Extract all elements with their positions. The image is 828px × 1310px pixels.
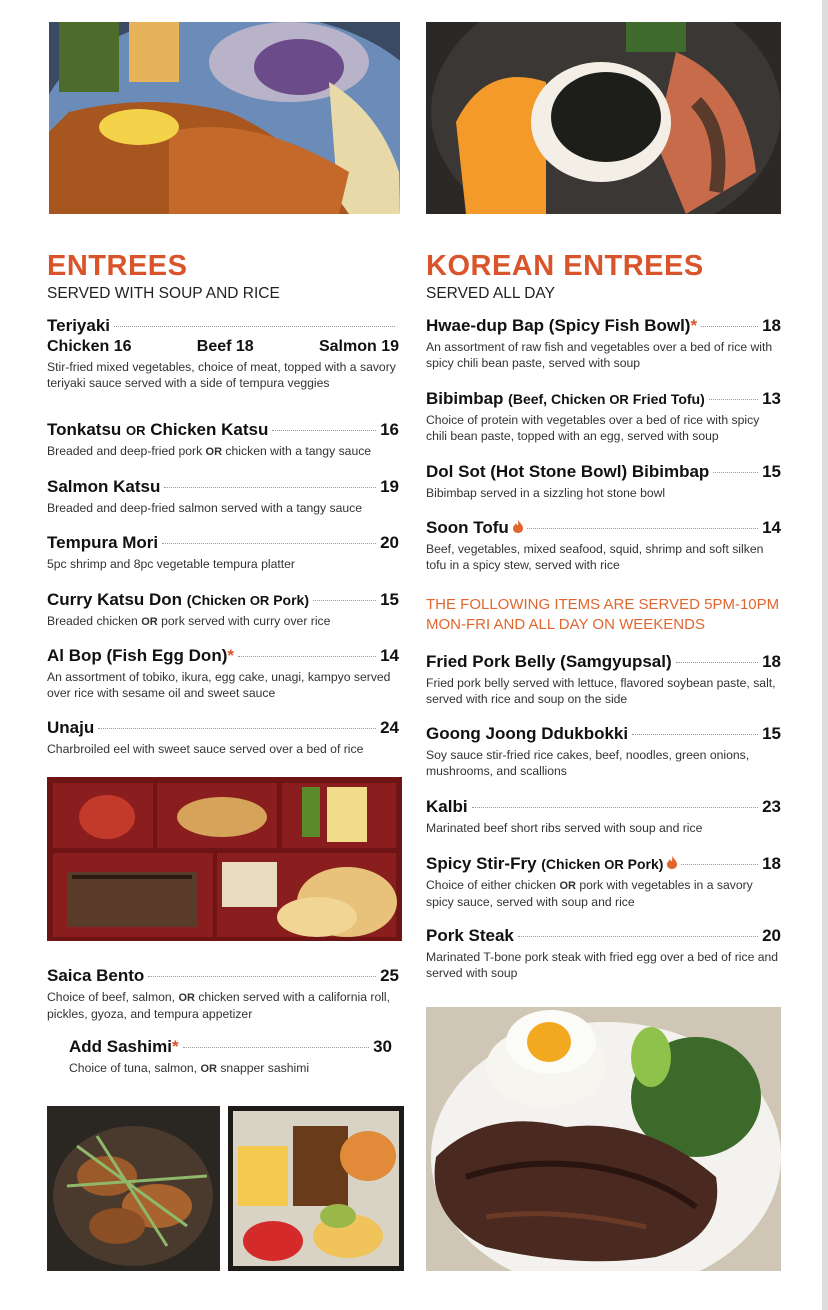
item-name: Unaju bbox=[47, 718, 95, 737]
or-word: OR bbox=[205, 446, 223, 458]
menu-item-kalbi bbox=[426, 797, 781, 836]
item-name: Salmon Katsu bbox=[47, 477, 161, 496]
stir-fry-photo bbox=[47, 1106, 220, 1271]
item-name: Teriyaki bbox=[47, 316, 111, 335]
dot-leader bbox=[527, 528, 758, 529]
desc-part: chicken with a tangy sauce bbox=[222, 444, 372, 458]
item-price: 18 bbox=[762, 652, 781, 671]
option-beef: Beef 18 bbox=[196, 338, 254, 355]
item-price: 19 bbox=[380, 477, 399, 496]
item-name: Soon Tofu bbox=[426, 518, 509, 537]
item-name: Goong Joong Ddukbokki bbox=[426, 724, 629, 743]
bento-photo bbox=[47, 777, 402, 941]
item-choice: (Beef, Chicken bbox=[508, 391, 610, 407]
item-description: 5pc shrimp and 8pc vegetable tempura platter bbox=[47, 557, 295, 571]
dot-leader bbox=[183, 1047, 369, 1048]
item-name: Hwae-dup Bap (Spicy Fish Bowl) bbox=[426, 316, 691, 335]
item-name: Bibimbap bbox=[426, 389, 509, 408]
spicy-flame-icon bbox=[667, 856, 677, 869]
item-price: 15 bbox=[762, 462, 781, 481]
item-description: Bibimbap served in a sizzling hot stone bowl bbox=[426, 486, 666, 500]
item-description: An assortment of tobiko, ikura, egg cake, unagi, kampyo served over rice with sesame oil and sweet sauce bbox=[47, 670, 391, 700]
dot-leader bbox=[632, 734, 758, 735]
item-name: Tonkatsu bbox=[47, 420, 127, 439]
pork-steak-photo bbox=[426, 1007, 781, 1271]
item-name: Pork Steak bbox=[426, 926, 514, 945]
menu-item-spicy-stir-fry bbox=[426, 854, 781, 910]
item-price: 18 bbox=[762, 316, 781, 335]
menu-item-al-bop bbox=[47, 646, 399, 701]
item-price: 14 bbox=[762, 518, 781, 537]
item-price: 23 bbox=[762, 797, 781, 816]
item-price: 16 bbox=[380, 420, 399, 439]
desc-part: snapper sashimi bbox=[216, 1061, 310, 1075]
item-price: 13 bbox=[762, 389, 781, 408]
desc-part: Breaded chicken bbox=[47, 614, 142, 628]
dot-leader bbox=[164, 487, 376, 488]
item-description: Marinated T-bone pork steak with fried egg over a bed of rice and served with soup bbox=[426, 950, 779, 980]
menu-item-unaju bbox=[47, 718, 399, 757]
item-name: Al Bop (Fish Egg Don) bbox=[47, 646, 228, 665]
desc-part: pork served with curry over rice bbox=[157, 614, 331, 628]
dot-leader bbox=[162, 543, 376, 544]
entrees-heading: ENTREES bbox=[47, 250, 188, 282]
desc-part: Choice of beef, salmon, bbox=[47, 990, 179, 1004]
dot-leader bbox=[148, 976, 376, 977]
menu-item-hwae-dup-bap bbox=[426, 316, 781, 371]
item-price: 14 bbox=[380, 646, 399, 665]
item-description: Marinated beef short ribs served with soup and rice bbox=[426, 821, 703, 835]
korean-entrees-heading: KOREAN ENTREES bbox=[426, 250, 704, 282]
item-name: Kalbi bbox=[426, 797, 468, 816]
tonkatsu-photo bbox=[49, 22, 400, 214]
menu-item-soon-tofu bbox=[426, 518, 781, 573]
item-name-b: Chicken Katsu bbox=[145, 420, 269, 439]
item-description: Fried pork belly served with lettuce, flavored soybean paste, salt, served with rice and soup on the side bbox=[426, 676, 776, 706]
time-availability-notice: THE FOLLOWING ITEMS ARE SERVED 5PM-10PM MON-FRI AND ALL DAY ON WEEKENDS bbox=[426, 596, 780, 633]
chirashi-photo bbox=[228, 1106, 404, 1271]
item-description bbox=[426, 877, 781, 910]
item-name: Tempura Mori bbox=[47, 533, 159, 552]
raw-warning-star: * bbox=[690, 316, 698, 335]
item-name: Spicy Stir-Fry bbox=[426, 854, 542, 873]
item-choice-b: Fried Tofu) bbox=[628, 391, 705, 407]
dot-leader bbox=[272, 430, 376, 431]
item-name: Fried Pork Belly (Samgyupsal) bbox=[426, 652, 672, 671]
dot-leader bbox=[709, 399, 758, 400]
korean-entrees-subheading: SERVED ALL DAY bbox=[426, 285, 555, 302]
item-price: 24 bbox=[380, 718, 399, 737]
item-description: Stir-fried mixed vegetables, choice of meat, topped with a savory teriyaki sauce served with a side of tempura veggies bbox=[47, 360, 396, 390]
dot-leader bbox=[98, 728, 376, 729]
item-name: Dol Sot (Hot Stone Bowl) Bibimbap bbox=[426, 462, 710, 481]
desc-part: chicken served with a california roll, pickles, gyoza, and tempura appetizer bbox=[47, 990, 391, 1021]
item-choice: (Chicken bbox=[186, 592, 250, 608]
menu-item-tempura-mori bbox=[47, 533, 399, 572]
menu-item-curry-katsu-don bbox=[47, 590, 399, 630]
item-description: Soy sauce stir-fried rice cakes, beef, noodles, green onions, mushrooms, and scallions bbox=[426, 748, 750, 778]
desc-part: Choice of either chicken bbox=[426, 878, 560, 892]
item-price: 15 bbox=[762, 724, 781, 743]
menu-item-add-sashimi bbox=[69, 1037, 392, 1077]
teriyaki-options bbox=[47, 338, 399, 356]
menu-item-tonkatsu bbox=[47, 420, 399, 460]
entrees-subheading: SERVED WITH SOUP AND RICE bbox=[47, 285, 280, 302]
page-edge bbox=[822, 0, 828, 1310]
option-salmon: Salmon 19 bbox=[318, 338, 399, 355]
raw-warning-star: * bbox=[227, 646, 234, 665]
menu-item-goong-joong-ddukbokki bbox=[426, 724, 781, 779]
item-description bbox=[47, 613, 399, 630]
or-word: OR bbox=[178, 992, 195, 1004]
dot-leader bbox=[676, 662, 758, 663]
item-description bbox=[47, 443, 399, 460]
item-choice-b: Pork) bbox=[623, 856, 664, 872]
item-price: 25 bbox=[380, 966, 399, 985]
item-description: Choice of protein with vegetables over a bed of rice with spicy chili bean paste, topped with an egg, served with soup bbox=[426, 413, 760, 443]
or-word: OR bbox=[126, 423, 146, 438]
dot-leader bbox=[472, 807, 759, 808]
item-price: 20 bbox=[380, 533, 399, 552]
desc-part: Choice of tuna, salmon, bbox=[69, 1061, 201, 1075]
item-description bbox=[69, 1060, 392, 1077]
item-price: 20 bbox=[762, 926, 781, 945]
or-word: OR bbox=[609, 392, 629, 407]
menu-item-teriyaki bbox=[47, 316, 399, 391]
desc-part: Breaded and deep-fried pork bbox=[47, 444, 206, 458]
or-word: OR bbox=[249, 593, 270, 608]
desc-part: pork with vegetables in a savory spicy sauce, served with soup and rice bbox=[426, 878, 753, 909]
dot-leader bbox=[681, 864, 758, 865]
item-price: 15 bbox=[380, 590, 399, 609]
dot-leader bbox=[238, 656, 376, 657]
or-word: OR bbox=[604, 857, 624, 872]
item-name: Saica Bento bbox=[47, 966, 145, 985]
menu-item-salmon-katsu bbox=[47, 477, 399, 516]
item-price: 18 bbox=[762, 854, 781, 873]
menu-item-dol-sot-bibimbap bbox=[426, 462, 781, 501]
menu-item-saica-bento bbox=[47, 966, 399, 1022]
item-description: Beef, vegetables, mixed seafood, squid, shrimp and soft silken tofu in a spicy stew, served with rice bbox=[426, 542, 764, 572]
or-word: OR bbox=[200, 1063, 217, 1075]
dot-leader bbox=[114, 326, 395, 327]
item-choice: (Chicken bbox=[541, 856, 605, 872]
or-word: OR bbox=[141, 616, 158, 628]
item-description: Breaded and deep-fried salmon served with a tangy sauce bbox=[47, 501, 363, 515]
dot-leader bbox=[313, 600, 376, 601]
item-description: Charbroiled eel with sweet sauce served over a bed of rice bbox=[47, 742, 364, 756]
menu-item-fried-pork-belly bbox=[426, 652, 781, 707]
bibimbap-photo bbox=[426, 22, 781, 214]
item-description: An assortment of raw fish and vegetables over a bed of rice with spicy chili bean paste, served with soup bbox=[426, 340, 773, 370]
menu-item-pork-steak bbox=[426, 926, 781, 981]
item-name: Add Sashimi bbox=[69, 1037, 172, 1056]
menu-item-bibimbap bbox=[426, 389, 781, 444]
option-chicken: Chicken 16 bbox=[47, 338, 132, 355]
dot-leader bbox=[713, 472, 758, 473]
dot-leader bbox=[701, 326, 758, 327]
spicy-flame-icon bbox=[513, 520, 523, 533]
item-description bbox=[47, 989, 399, 1022]
item-name: Curry Katsu Don bbox=[47, 590, 187, 609]
dot-leader bbox=[518, 936, 758, 937]
or-word: OR bbox=[559, 880, 576, 892]
item-price: 30 bbox=[373, 1037, 392, 1056]
raw-warning-star: * bbox=[171, 1037, 179, 1056]
item-choice-b: Pork) bbox=[269, 592, 309, 608]
